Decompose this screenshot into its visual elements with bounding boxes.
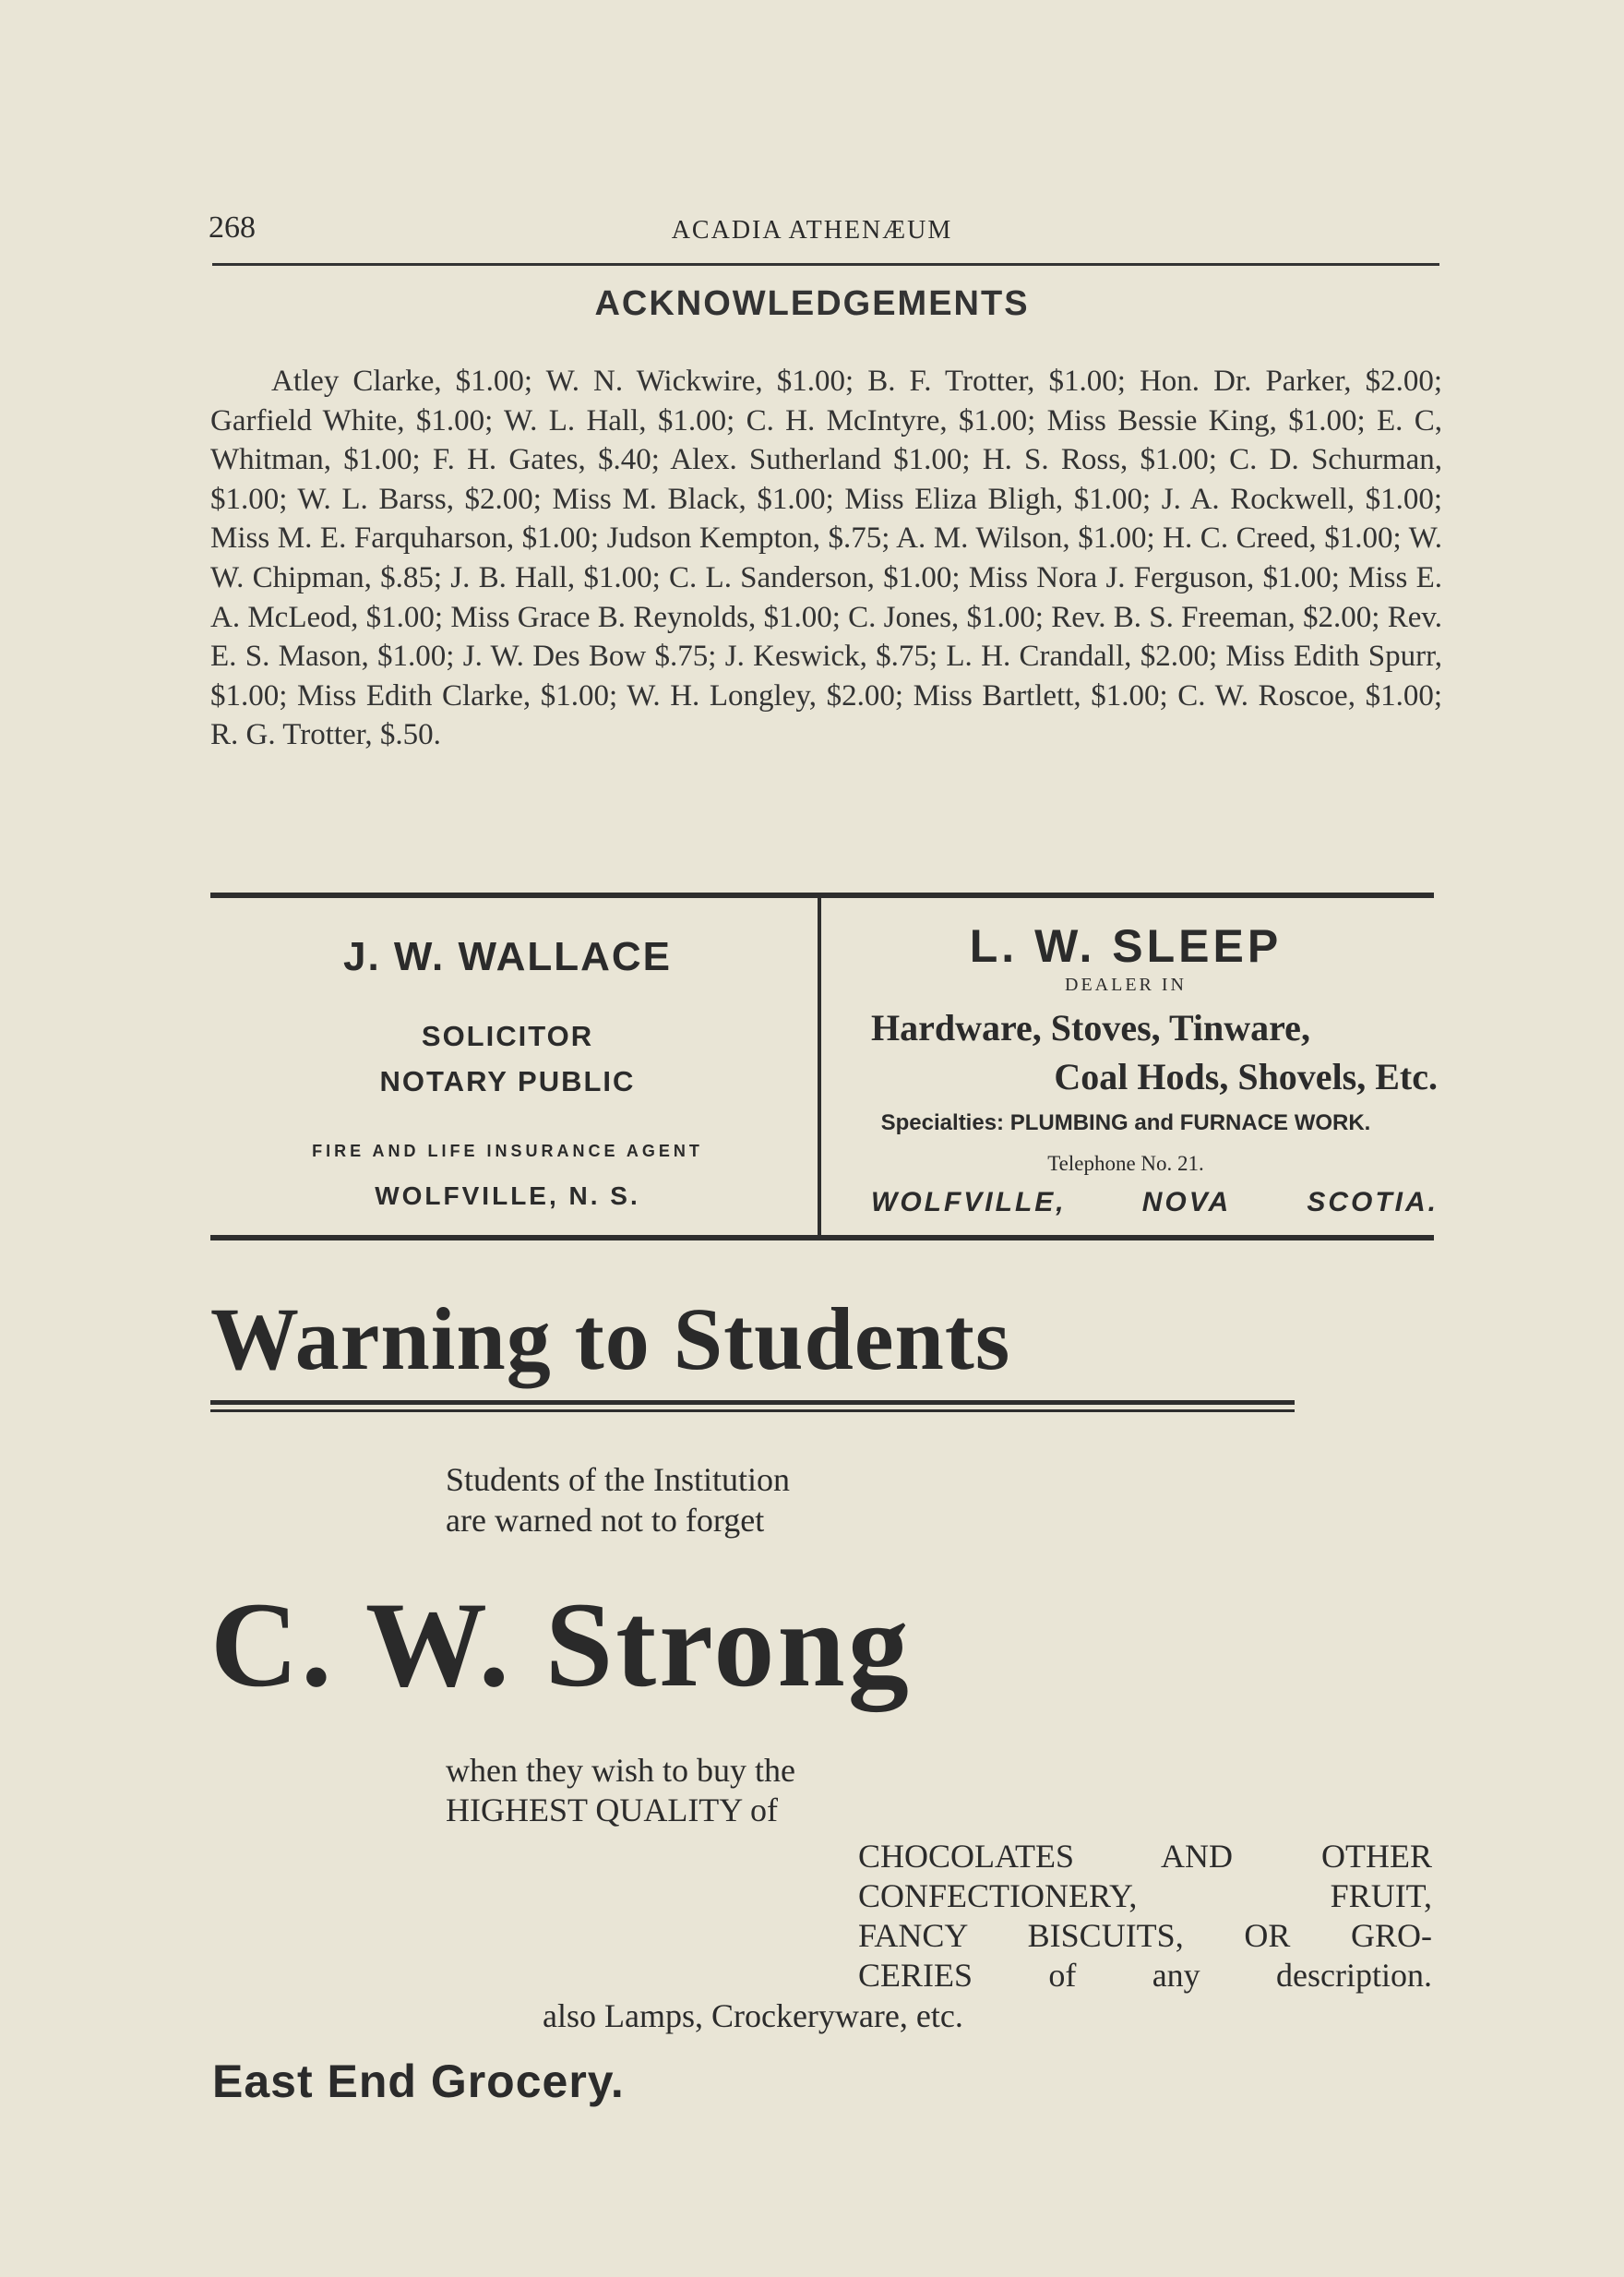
product-line: CONFECTIONERY, FRUIT,	[858, 1877, 1432, 1914]
sleep-goods-line-2: Coal Hods, Shovels, Etc.	[1054, 1056, 1438, 1097]
sleep-town	[871, 1187, 1439, 1218]
warning-line-1: Students of the Institution	[446, 1461, 790, 1498]
sleep-town-word: SCOTIA.	[1307, 1187, 1439, 1217]
product-line: CERIES of any description.	[858, 1957, 1432, 1994]
sleep-specialties: Specialties: PLUMBING and FURNACE WORK.	[880, 1110, 1371, 1135]
store-name: East End Grocery.	[212, 2055, 625, 2107]
sleep-town-word: WOLFVILLE,	[871, 1187, 1067, 1217]
sleep-name: L. W. SLEEP	[969, 920, 1283, 972]
journal-title: ACADIA ATHENÆUM	[671, 216, 953, 245]
buy-line-1: when they wish to buy the	[446, 1752, 795, 1789]
warning-rule-thick	[210, 1400, 1295, 1405]
cards-divider	[818, 898, 821, 1235]
wallace-name: J. W. WALLACE	[343, 934, 672, 979]
wallace-town: WOLFVILLE, N. S.	[375, 1181, 640, 1210]
warning-rule-thin	[210, 1409, 1295, 1412]
acknowledgements-text: Atley Clarke, $1.00; W. N. Wickwire, $1.00; B. F. Trotter, $1.00; Hon. Dr. Parker, $2.00; Garfield White, $1.00; W. L. Hall, $1.00; C. H. McIntyre, $1.00; Miss Bessie King, $1.00; E. C, Whitman, $1.00; F. H. Gates, $.40; Alex. Sutherland $1.00; H. S. Ross, $1.00; C. D. Schurman, $1.00; W. L. Barss, $2.00; Miss M. Black, $1.00; Miss Eliza Bligh, $1.00; J. A. Rockwell, $1.00; Miss M. E. Farquharson, $1.00; Judson Kempton, $.75; A. M. Wilson, $1.00; H. C. Creed, $1.00; W. W. Chipman, $.85; J. B. Hall, $1.00; C. L. Sanderson, $1.00; Miss Nora J. Ferguson, $1.00; Miss E. A. McLeod, $1.00; Miss Grace B. Reynolds, $1.00; C. Jones, $1.00; Rev. B. S. Freeman, $2.00; Rev. E. S. Mason, $1.00; J. W. Des Bow $.75; J. Keswick, $.75; L. H. Crandall, $2.00; Miss Edith Spurr, $1.00; Miss Edith Clarke, $1.00; W. H. Longley, $2.00; Miss Bartlett, $1.00; C. W. Roscoe, $1.00; R. G. Trotter, $.50.	[210, 365, 1442, 752]
sleep-town-word: NOVA	[1141, 1187, 1232, 1217]
acknowledgements-heading: ACKNOWLEDGEMENTS	[594, 284, 1030, 323]
cards-top-rule	[210, 893, 1434, 898]
buy-line-2: HIGHEST QUALITY of	[446, 1792, 778, 1828]
wallace-role-solicitor: SOLICITOR	[421, 1020, 594, 1052]
wallace-agent-line: FIRE AND LIFE INSURANCE AGENT	[312, 1142, 703, 1160]
warning-headline: Warning to Students	[210, 1289, 1011, 1388]
also-line: also Lamps, Crockeryware, etc.	[543, 1997, 963, 2034]
header-rule	[212, 263, 1439, 266]
sleep-goods-line-1: Hardware, Stoves, Tinware,	[871, 1007, 1310, 1049]
sleep-telephone: Telephone No. 21.	[1047, 1152, 1204, 1175]
sleep-dealer-in: DEALER IN	[1065, 975, 1187, 995]
wallace-role-notary: NOTARY PUBLIC	[379, 1065, 636, 1097]
cards-bottom-rule	[210, 1235, 1434, 1240]
product-line: FANCY BISCUITS, OR GRO-	[858, 1917, 1432, 1954]
merchant-name: C. W. Strong	[210, 1576, 912, 1712]
warning-line-2: are warned not to forget	[446, 1502, 765, 1539]
page-number: 268	[209, 210, 256, 245]
product-line: CHOCOLATES AND OTHER	[858, 1838, 1432, 1875]
